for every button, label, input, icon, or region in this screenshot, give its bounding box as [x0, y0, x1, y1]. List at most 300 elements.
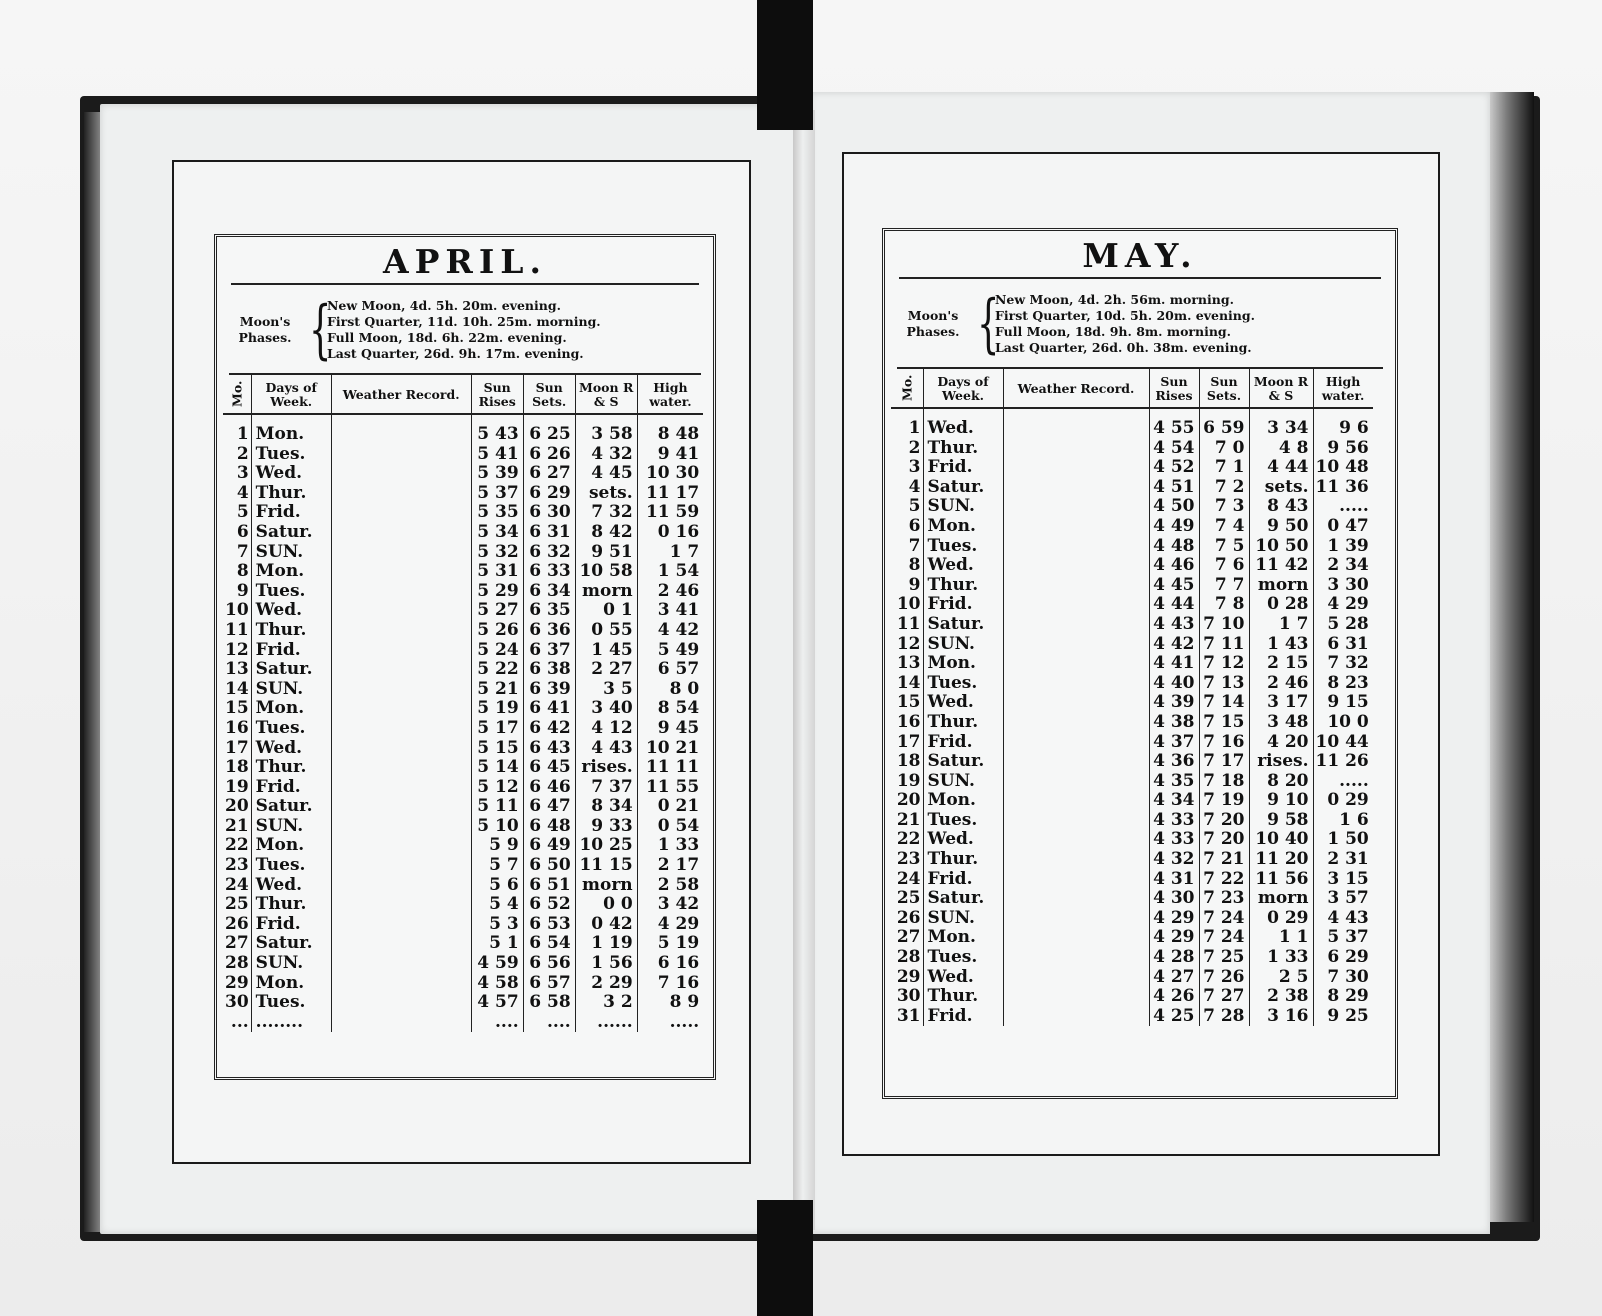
moon-phases: [893, 285, 1387, 363]
weather-record-cell: [331, 876, 471, 896]
sun-sets-cell: 6 42: [523, 719, 575, 739]
day-of-week-cell: SUN.: [251, 954, 331, 974]
phase-lines: [995, 292, 1255, 356]
table-row: [891, 517, 1373, 537]
month-title: MAY.: [1082, 236, 1198, 275]
sun-rises-cell: 5 24: [471, 641, 523, 661]
sun-rises-cell: 4 35: [1149, 772, 1199, 792]
sun-rises-cell: ....: [471, 1013, 523, 1033]
weather-record-cell: [331, 856, 471, 876]
moon-rise-set-cell: 7 32: [575, 503, 637, 523]
col-header-weather: Weather Record.: [331, 375, 471, 414]
day-number-cell: 21: [223, 817, 251, 837]
table-row: [223, 601, 703, 621]
sun-sets-cell: 7 0: [1199, 439, 1249, 459]
weather-record-cell: [1003, 517, 1149, 537]
table-row: [223, 523, 703, 543]
day-number-cell: 6: [223, 523, 251, 543]
high-water-cell: 1 7: [669, 541, 700, 562]
day-of-week-cell: Frid.: [251, 503, 331, 523]
col-header-weather: Weather Record.: [1003, 369, 1149, 408]
sun-rises-cell: 5 29: [471, 582, 523, 602]
sun-sets-cell: 7 27: [1199, 987, 1249, 1007]
col-header-high-water: High water.: [1313, 369, 1373, 408]
high-water-cell: 2 46: [657, 580, 700, 601]
day-of-week-cell: Frid.: [251, 641, 331, 661]
day-of-week-cell: Satur.: [251, 797, 331, 817]
book-edge-right: [1490, 92, 1534, 1222]
sun-rises-cell: 5 14: [471, 758, 523, 778]
weather-record-cell: [331, 758, 471, 778]
book-gutter: [793, 110, 815, 1230]
table-row: [891, 889, 1373, 909]
moon-rise-set-cell: 11 20: [1249, 850, 1313, 870]
high-water-cell: 9 15: [1327, 692, 1369, 713]
weather-record-cell: [1003, 615, 1149, 635]
sun-rises-cell: 4 38: [1149, 713, 1199, 733]
weather-record-cell: [1003, 635, 1149, 655]
day-of-week-cell: Mon.: [923, 654, 1003, 674]
table-row: [891, 772, 1373, 792]
day-of-week-cell: SUN.: [251, 680, 331, 700]
moon-rise-set-cell: 10 40: [1249, 830, 1313, 850]
day-of-week-cell: Frid.: [923, 1007, 1003, 1027]
day-number-cell: 11: [223, 621, 251, 641]
sun-sets-cell: 6 39: [523, 680, 575, 700]
day-number-cell: 16: [223, 719, 251, 739]
col-header-day: Days of Week.: [923, 369, 1003, 408]
sun-sets-cell: 7 17: [1199, 752, 1249, 772]
sun-sets-cell: 6 35: [523, 601, 575, 621]
high-water-cell: 5 37: [1327, 927, 1369, 948]
weather-record-cell: [1003, 713, 1149, 733]
sun-sets-cell: 7 13: [1199, 674, 1249, 694]
day-of-week-cell: Frid.: [251, 915, 331, 935]
moon-rise-set-cell: 2 46: [1249, 674, 1313, 694]
high-water-cell: 8 23: [1327, 672, 1369, 693]
phase-line: First Quarter, 11d. 10h. 25m. morning.: [327, 314, 601, 329]
sun-sets-cell: 6 27: [523, 464, 575, 484]
sun-sets-cell: 6 51: [523, 876, 575, 896]
high-water-cell: 7 32: [1327, 653, 1369, 674]
sun-sets-cell: 6 41: [523, 699, 575, 719]
table-row: [223, 739, 703, 759]
high-water-cell: 2 17: [657, 855, 700, 876]
sun-sets-cell: 6 33: [523, 562, 575, 582]
weather-record-cell: [1003, 595, 1149, 615]
high-water-cell: 10 48: [1315, 457, 1369, 478]
table-row: [891, 595, 1373, 615]
day-number-cell: 4: [891, 478, 923, 498]
april-calendar: [214, 234, 716, 1080]
table-row: [223, 641, 703, 661]
day-number-cell: 27: [891, 928, 923, 948]
day-of-week-cell: Thur.: [251, 484, 331, 504]
high-water-cell: 6 16: [657, 953, 700, 974]
sun-rises-cell: 4 29: [1149, 928, 1199, 948]
high-water-cell: 8 9: [669, 992, 700, 1013]
sun-rises-cell: 4 31: [1149, 870, 1199, 890]
moon-rise-set-cell: 11 15: [575, 856, 637, 876]
day-number-cell: 8: [891, 556, 923, 576]
day-of-week-cell: Thur.: [251, 621, 331, 641]
table-row: [223, 464, 703, 484]
day-number-cell: 4: [223, 484, 251, 504]
moon-rise-set-cell: rises.: [1249, 752, 1313, 772]
table-row: [223, 562, 703, 582]
may-table: [891, 369, 1373, 1026]
day-number-cell: 3: [223, 464, 251, 484]
moon-rise-set-cell: 0 1: [575, 601, 637, 621]
phase-line: First Quarter, 10d. 5h. 20m. evening.: [995, 308, 1255, 323]
high-water-cell: 10 0: [1327, 711, 1369, 732]
sun-rises-cell: 5 9: [471, 836, 523, 856]
moon-rise-set-cell: 8 43: [1249, 497, 1313, 517]
day-number-cell: 2: [223, 445, 251, 465]
table-row: [223, 445, 703, 465]
sun-sets-cell: 6 47: [523, 797, 575, 817]
weather-record-cell: [1003, 830, 1149, 850]
table-row: [891, 791, 1373, 811]
sun-rises-cell: 4 39: [1149, 693, 1199, 713]
weather-record-cell: [331, 1013, 471, 1033]
sun-sets-cell: 6 45: [523, 758, 575, 778]
day-number-cell: 28: [223, 954, 251, 974]
col-header-moon: Moon R & S: [575, 375, 637, 414]
day-number-cell: 22: [891, 830, 923, 850]
moon-rise-set-cell: morn: [1249, 576, 1313, 596]
moon-rise-set-cell: 4 20: [1249, 733, 1313, 753]
weather-record-cell: [331, 503, 471, 523]
sun-rises-cell: 5 7: [471, 856, 523, 876]
sun-sets-cell: 7 2: [1199, 478, 1249, 498]
table-row: [223, 817, 703, 837]
day-number-cell: 20: [223, 797, 251, 817]
sun-sets-cell: 7 6: [1199, 556, 1249, 576]
col-header-high-water: High water.: [637, 375, 703, 414]
sun-sets-cell: 6 37: [523, 641, 575, 661]
day-of-week-cell: SUN.: [923, 635, 1003, 655]
day-of-week-cell: Wed.: [251, 601, 331, 621]
weather-record-cell: [331, 934, 471, 954]
sun-sets-cell: 7 5: [1199, 537, 1249, 557]
high-water-cell: 9 45: [657, 717, 700, 738]
high-water-cell: 9 25: [1327, 1005, 1369, 1026]
table-row: [223, 414, 703, 445]
phase-lines: [327, 298, 601, 362]
weather-record-cell: [1003, 791, 1149, 811]
sun-rises-cell: 5 34: [471, 523, 523, 543]
day-of-week-cell: Thur.: [923, 987, 1003, 1007]
page-may: [810, 92, 1490, 1234]
sun-sets-cell: 7 11: [1199, 635, 1249, 655]
page-april: [100, 104, 805, 1234]
weather-record-cell: [1003, 408, 1149, 439]
moon-rise-set-cell: 0 29: [1249, 909, 1313, 929]
sun-sets-cell: 7 15: [1199, 713, 1249, 733]
moon-rise-set-cell: 3 16: [1249, 1007, 1313, 1027]
weather-record-cell: [331, 797, 471, 817]
brace-glyph: {: [977, 287, 1000, 361]
day-of-week-cell: Satur.: [923, 889, 1003, 909]
sun-sets-cell: 7 24: [1199, 928, 1249, 948]
day-number-cell: 14: [891, 674, 923, 694]
sun-sets-cell: 6 58: [523, 993, 575, 1013]
table-row: [223, 954, 703, 974]
day-of-week-cell: Wed.: [251, 464, 331, 484]
sun-sets-cell: 7 20: [1199, 811, 1249, 831]
sun-sets-cell: 6 36: [523, 621, 575, 641]
sun-rises-cell: 4 54: [1149, 439, 1199, 459]
weather-record-cell: [331, 699, 471, 719]
table-row: [891, 811, 1373, 831]
table-row: [223, 680, 703, 700]
day-of-week-cell: Tues.: [251, 445, 331, 465]
high-water-cell: 6 57: [657, 659, 700, 680]
table-row: [223, 621, 703, 641]
day-of-week-cell: Mon.: [251, 562, 331, 582]
high-water-cell: 5 49: [657, 639, 700, 660]
phases-label: Moon's Phases.: [906, 308, 960, 339]
high-water-cell: 0 16: [657, 521, 700, 542]
weather-record-cell: [331, 641, 471, 661]
day-of-week-cell: Mon.: [251, 836, 331, 856]
table-row: [223, 778, 703, 798]
sun-sets-cell: 7 8: [1199, 595, 1249, 615]
table-row: [223, 503, 703, 523]
day-of-week-cell: Tues.: [251, 856, 331, 876]
high-water-cell: 10 30: [645, 463, 700, 484]
high-water-cell: 1 39: [1327, 535, 1369, 556]
day-of-week-cell: Tues.: [251, 993, 331, 1013]
moon-rise-set-cell: 4 8: [1249, 439, 1313, 459]
day-number-cell: 27: [223, 934, 251, 954]
table-row: [891, 556, 1373, 576]
day-number-cell: 9: [223, 582, 251, 602]
moon-rise-set-cell: 9 58: [1249, 811, 1313, 831]
col-header-sun-sets: Sun Sets.: [523, 375, 575, 414]
weather-record-cell: [331, 445, 471, 465]
moon-rise-set-cell: rises.: [575, 758, 637, 778]
sun-sets-cell: 6 34: [523, 582, 575, 602]
weather-record-cell: [331, 414, 471, 445]
phase-line: Last Quarter, 26d. 9h. 17m. evening.: [327, 346, 584, 361]
day-number-cell: 19: [223, 778, 251, 798]
table-row: [891, 693, 1373, 713]
high-water-cell: 11 11: [645, 757, 700, 778]
moon-rise-set-cell: 10 50: [1249, 537, 1313, 557]
high-water-cell: 3 41: [657, 600, 700, 621]
phase-line: Last Quarter, 26d. 0h. 38m. evening.: [995, 340, 1252, 355]
day-of-week-cell: Wed.: [923, 556, 1003, 576]
day-of-week-cell: Frid.: [923, 870, 1003, 890]
high-water-cell: .....: [1339, 770, 1369, 791]
day-of-week-cell: Mon.: [251, 699, 331, 719]
day-number-cell: 16: [891, 713, 923, 733]
moon-rise-set-cell: 2 29: [575, 974, 637, 994]
table-row: [223, 915, 703, 935]
col-header-day: Days of Week.: [251, 375, 331, 414]
weather-record-cell: [1003, 889, 1149, 909]
day-number-cell: 10: [223, 601, 251, 621]
title-rule: [899, 277, 1381, 279]
sun-rises-cell: 4 26: [1149, 987, 1199, 1007]
high-water-cell: 2 31: [1327, 849, 1369, 870]
header-row: [891, 369, 1373, 408]
sun-rises-cell: 4 51: [1149, 478, 1199, 498]
phase-line: New Moon, 4d. 2h. 56m. morning.: [995, 292, 1234, 307]
sun-rises-cell: 5 3: [471, 915, 523, 935]
sun-sets-cell: 6 57: [523, 974, 575, 994]
table-row: [223, 974, 703, 994]
moon-rise-set-cell: 3 48: [1249, 713, 1313, 733]
day-number-cell: 28: [891, 948, 923, 968]
moon-rise-set-cell: 2 15: [1249, 654, 1313, 674]
moon-rise-set-cell: sets.: [575, 484, 637, 504]
table-row: [891, 987, 1373, 1007]
sun-rises-cell: 5 31: [471, 562, 523, 582]
day-number-cell: 25: [891, 889, 923, 909]
col-header-moon: Moon R & S: [1249, 369, 1313, 408]
moon-rise-set-cell: 1 7: [1249, 615, 1313, 635]
moon-rise-set-cell: 0 0: [575, 895, 637, 915]
sun-sets-cell: 7 12: [1199, 654, 1249, 674]
sun-rises-cell: 5 22: [471, 660, 523, 680]
day-number-cell: 1: [223, 414, 251, 445]
sun-rises-cell: 5 21: [471, 680, 523, 700]
weather-record-cell: [331, 562, 471, 582]
header-row: [223, 375, 703, 414]
high-water-cell: 9 6: [1339, 418, 1369, 438]
moon-rise-set-cell: 9 51: [575, 543, 637, 563]
table-row: [223, 719, 703, 739]
weather-record-cell: [1003, 478, 1149, 498]
moon-rise-set-cell: 1 19: [575, 934, 637, 954]
table-row: [891, 713, 1373, 733]
sun-sets-cell: ....: [523, 1013, 575, 1033]
title-rule: [231, 283, 699, 285]
day-number-cell: 24: [891, 870, 923, 890]
moon-rise-set-cell: 3 17: [1249, 693, 1313, 713]
weather-record-cell: [331, 974, 471, 994]
high-water-cell: 11 36: [1315, 476, 1369, 497]
sun-sets-cell: 7 21: [1199, 850, 1249, 870]
day-of-week-cell: Tues.: [923, 948, 1003, 968]
high-water-cell: .....: [669, 1011, 700, 1032]
weather-record-cell: [1003, 497, 1149, 517]
day-of-week-cell: Satur.: [251, 660, 331, 680]
weather-record-cell: [331, 954, 471, 974]
table-row: [891, 478, 1373, 498]
sun-rises-cell: 5 41: [471, 445, 523, 465]
sun-rises-cell: 5 39: [471, 464, 523, 484]
moon-rise-set-cell: 8 42: [575, 523, 637, 543]
weather-record-cell: [331, 680, 471, 700]
sun-rises-cell: 4 40: [1149, 674, 1199, 694]
sun-sets-cell: 7 23: [1199, 889, 1249, 909]
sun-sets-cell: 7 28: [1199, 1007, 1249, 1027]
moon-rise-set-cell: 1 45: [575, 641, 637, 661]
day-number-cell: 23: [223, 856, 251, 876]
col-header-number: Mo.: [223, 375, 251, 414]
sun-sets-cell: 7 25: [1199, 948, 1249, 968]
day-of-week-cell: SUN.: [923, 772, 1003, 792]
weather-record-cell: [331, 817, 471, 837]
sun-rises-cell: 4 36: [1149, 752, 1199, 772]
sun-sets-cell: 6 52: [523, 895, 575, 915]
table-row: [223, 836, 703, 856]
day-of-week-cell: Thur.: [251, 758, 331, 778]
day-of-week-cell: Wed.: [251, 739, 331, 759]
moon-rise-set-cell: 1 33: [1249, 948, 1313, 968]
sun-rises-cell: 4 37: [1149, 733, 1199, 753]
sun-sets-cell: 6 50: [523, 856, 575, 876]
moon-rise-set-cell: morn: [1249, 889, 1313, 909]
table-row: [223, 876, 703, 896]
weather-record-cell: [1003, 968, 1149, 988]
moon-rise-set-cell: 3 40: [575, 699, 637, 719]
sun-rises-cell: 4 29: [1149, 909, 1199, 929]
high-water-cell: 0 21: [657, 796, 700, 817]
high-water-cell: 9 56: [1327, 437, 1369, 458]
day-number-cell: 23: [891, 850, 923, 870]
moon-rise-set-cell: 2 38: [1249, 987, 1313, 1007]
sun-sets-cell: 6 38: [523, 660, 575, 680]
sun-rises-cell: 4 59: [471, 954, 523, 974]
sun-sets-cell: 7 18: [1199, 772, 1249, 792]
sun-rises-cell: 4 25: [1149, 1007, 1199, 1027]
moon-rise-set-cell: 9 50: [1249, 517, 1313, 537]
page-frame: [842, 152, 1440, 1156]
sun-rises-cell: 5 32: [471, 543, 523, 563]
day-of-week-cell: ........: [251, 1013, 331, 1033]
day-number-cell: 1: [891, 408, 923, 439]
day-of-week-cell: Satur.: [251, 934, 331, 954]
table-row: [223, 699, 703, 719]
weather-record-cell: [331, 601, 471, 621]
weather-record-cell: [1003, 850, 1149, 870]
phase-line: Full Moon, 18d. 6h. 22m. evening.: [327, 330, 567, 345]
moon-rise-set-cell: 2 27: [575, 660, 637, 680]
day-of-week-cell: Satur.: [923, 478, 1003, 498]
moon-rise-set-cell: sets.: [1249, 478, 1313, 498]
day-number-cell: 21: [891, 811, 923, 831]
moon-rise-set-cell: 4 43: [575, 739, 637, 759]
sun-rises-cell: 4 49: [1149, 517, 1199, 537]
weather-record-cell: [1003, 733, 1149, 753]
high-water-cell: 4 43: [1327, 907, 1369, 928]
day-number-cell: 14: [223, 680, 251, 700]
day-number-cell: 20: [891, 791, 923, 811]
phase-line: Full Moon, 18d. 9h. 8m. morning.: [995, 324, 1232, 339]
day-number-cell: 15: [223, 699, 251, 719]
moon-rise-set-cell: 0 55: [575, 621, 637, 641]
high-water-cell: 4 29: [1327, 594, 1369, 615]
moon-rise-set-cell: 11 56: [1249, 870, 1313, 890]
high-water-cell: 6 31: [1327, 633, 1369, 654]
high-water-cell: 11 17: [645, 482, 700, 503]
weather-record-cell: [1003, 811, 1149, 831]
day-number-cell: 9: [891, 576, 923, 596]
high-water-cell: 10 44: [1315, 731, 1369, 752]
table-row: [891, 830, 1373, 850]
high-water-cell: 8 48: [657, 424, 700, 444]
sun-rises-cell: 4 45: [1149, 576, 1199, 596]
table-row: [891, 948, 1373, 968]
sun-rises-cell: 5 11: [471, 797, 523, 817]
high-water-cell: 2 34: [1327, 555, 1369, 576]
moon-rise-set-cell: 3 58: [575, 414, 637, 445]
